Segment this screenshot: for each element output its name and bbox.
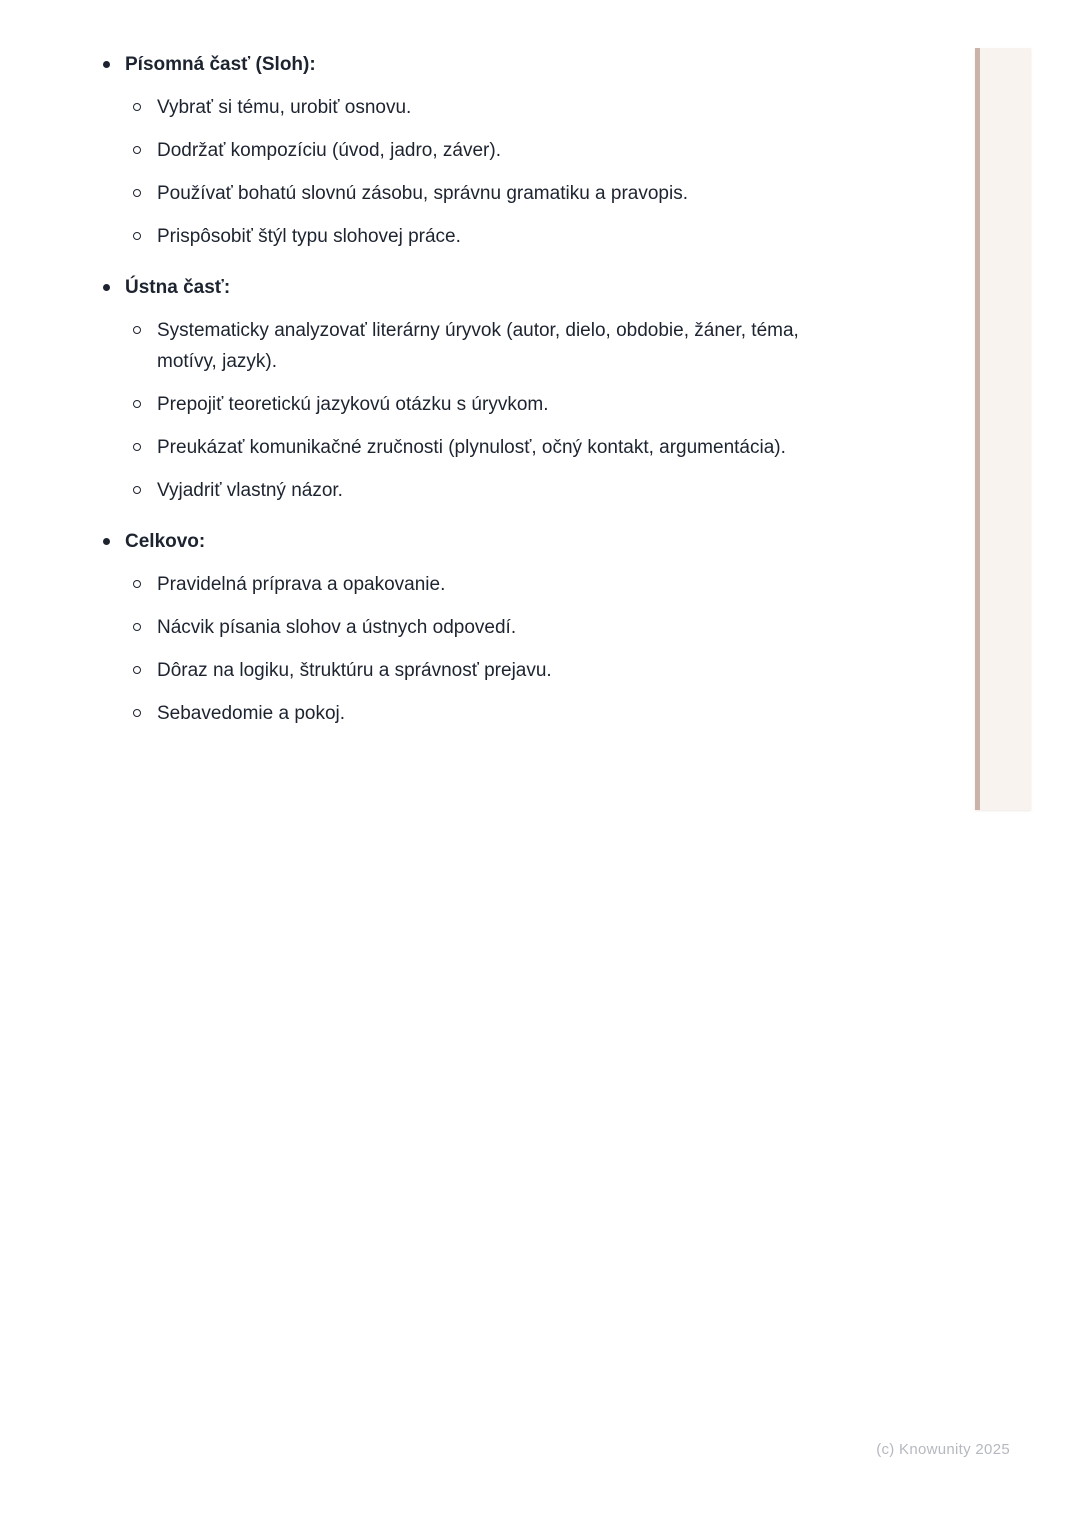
circle-bullet-icon bbox=[133, 655, 157, 674]
section-header bbox=[0, 49, 960, 80]
list-item bbox=[0, 178, 960, 209]
section-title: Celkovo: bbox=[125, 531, 206, 552]
circle-bullet-icon bbox=[133, 221, 157, 240]
circle-bullet-icon bbox=[133, 432, 157, 451]
circle-bullet-icon bbox=[133, 698, 157, 717]
list-item-text: Prepojiť teoretickú jazykovú otázku s úryvkom. bbox=[157, 394, 549, 415]
list-item-text: Dôraz na logiku, štruktúru a správnosť prejavu. bbox=[157, 660, 552, 681]
list-item bbox=[0, 612, 960, 643]
list-item bbox=[0, 475, 960, 506]
circle-bullet-icon bbox=[133, 315, 157, 334]
list-item-text: Preukázať komunikačné zručnosti (plynulosť, očný kontakt, argumentácia). bbox=[157, 437, 786, 458]
bullet-icon bbox=[103, 272, 125, 291]
list-item-text: Používať bohatú slovnú zásobu, správnu gramatiku a pravopis. bbox=[157, 183, 688, 204]
list-item bbox=[0, 698, 960, 729]
list-item-text: Vyjadriť vlastný názor. bbox=[157, 480, 343, 501]
section-header bbox=[0, 526, 960, 557]
bullet-icon bbox=[103, 526, 125, 545]
list-item-text: Prispôsobiť štýl typu slohovej práce. bbox=[157, 226, 461, 247]
list-item-text: Nácvik písania slohov a ústnych odpovedí. bbox=[157, 617, 517, 638]
circle-bullet-icon bbox=[133, 178, 157, 197]
right-accent-strip bbox=[975, 48, 1031, 810]
list-item bbox=[0, 135, 960, 166]
list-item bbox=[0, 221, 960, 252]
list-item-text: Dodržať kompozíciu (úvod, jadro, záver). bbox=[157, 140, 501, 161]
list-item bbox=[0, 569, 960, 600]
list-section-pisomna-cast bbox=[0, 49, 960, 252]
copyright-footer: (c) Knowunity 2025 bbox=[876, 1441, 1010, 1458]
circle-bullet-icon bbox=[133, 475, 157, 494]
list-item-text: Systematicky analyzovať literárny úryvok (autor, dielo, obdobie, žáner, téma, motívy, jazyk). bbox=[157, 320, 799, 372]
list-section-celkovo bbox=[0, 526, 960, 729]
circle-bullet-icon bbox=[133, 135, 157, 154]
list-item-text: Vybrať si tému, urobiť osnovu. bbox=[157, 97, 412, 118]
list-item bbox=[0, 432, 960, 463]
list-item bbox=[0, 92, 960, 123]
bullet-list bbox=[0, 49, 960, 729]
bullet-icon bbox=[103, 49, 125, 68]
list-item-text: Sebavedomie a pokoj. bbox=[157, 703, 346, 724]
section-header bbox=[0, 272, 960, 303]
section-title: Písomná časť (Sloh): bbox=[125, 54, 316, 75]
list-item bbox=[0, 655, 960, 686]
list-item bbox=[0, 315, 960, 377]
circle-bullet-icon bbox=[133, 92, 157, 111]
circle-bullet-icon bbox=[133, 569, 157, 588]
section-title: Ústna časť: bbox=[125, 277, 231, 298]
list-item-text: Pravidelná príprava a opakovanie. bbox=[157, 574, 446, 595]
list-item bbox=[0, 389, 960, 420]
list-section-ustna-cast bbox=[0, 272, 960, 506]
circle-bullet-icon bbox=[133, 389, 157, 408]
circle-bullet-icon bbox=[133, 612, 157, 631]
